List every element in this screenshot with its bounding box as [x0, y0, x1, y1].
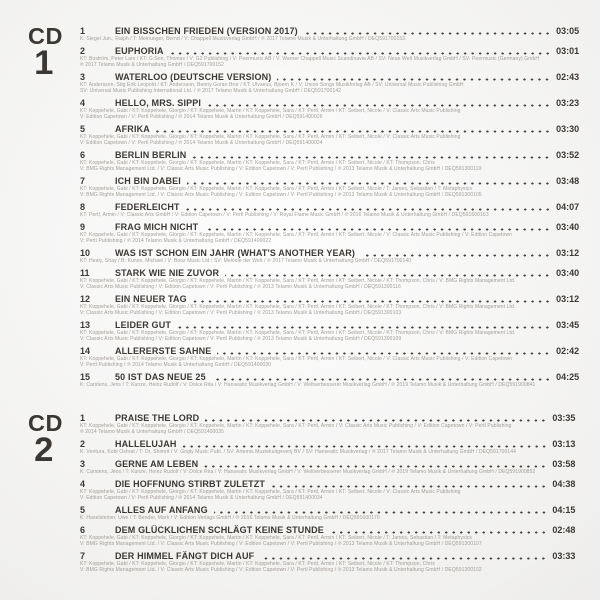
track-main	[115, 439, 575, 449]
credit-line: KT: Boström, Peter Lars / KT: G:Son, Thomas / V: G2 Publishing / V: Peermusic AB / V: Warner Chappell Music Scandinavia AB / SV: Neue Welt Musikverlag GmbH / SV: Peermusic (Germany) GmbH	[80, 56, 540, 62]
track-credits	[80, 212, 579, 218]
dot-leader	[183, 445, 548, 448]
credit-line: KT: Pertl, Armin / V: Classic Arts GmbH / V: Edition Capetown / V: Pertl Publishing / V: Royal Flame Music GmbH / ℗ 2016 Telamo Musik & Unterhaltung GmbH / DEQ591600163	[80, 212, 489, 218]
dot-leader	[177, 326, 551, 329]
track-row	[80, 479, 575, 501]
track-title-row	[80, 459, 575, 469]
track-title: 50 IST DAS NEUE 25	[115, 372, 206, 382]
credit-line: KT: Koppehele, Gabi / KT: Koppehele, Giorgio / KT: Koppehele, Martin / KT: Koppehele, Sara / KT: Pertl, Armin / KT: Seibert, Nicole / KT: Thompson, Chris / V: BMG Rights Management Ltd.	[80, 330, 516, 336]
track-row	[80, 46, 579, 68]
credit-line: KT: Koppehele, Gabi / KT: Koppehele, Giorgio / KT: Koppehele, Martin / KT: Koppehele, Sara / KT: Pertl, Armin / KT: Seibert, Nicole / T: James, Sebastian / T: Metaphysics	[80, 186, 473, 192]
track-number: 9	[80, 222, 86, 232]
track-title-row	[80, 320, 579, 330]
track-main	[115, 372, 579, 382]
credit-line: KT: Koppehele, Gabi / KT: Koppehele, Giorgio / KT: Koppehele, Martin / KT: Koppehele, Sara / KT: Pertl, Armin / KT: Seibert, Nicole / V: Classic Arts Music Publishing	[80, 108, 461, 114]
track-credits	[80, 232, 579, 244]
track-row	[80, 268, 579, 290]
track-number: 7	[80, 176, 86, 186]
track-duration: 04:25	[556, 372, 580, 382]
track-title-row	[80, 72, 579, 82]
track-row	[80, 294, 579, 316]
track-number: 3	[80, 72, 86, 82]
track-duration: 03:12	[556, 248, 580, 258]
track-credits	[80, 515, 575, 521]
dot-leader	[186, 208, 551, 211]
track-credits	[80, 36, 579, 42]
credit-line: KT: Koppehele, Gabi / KT: Koppehele, Giorgio / KT: Koppehele, Martin / KT: Koppehele, Sara / KT: Pertl, Armin / KT: Seibert, Nicole / KT: Thompson, Chris	[80, 160, 435, 166]
dot-leader	[271, 485, 547, 488]
track-main	[115, 150, 579, 160]
credit-line: KT: Healy, Shay / B: Kunze, Michael / V: Booz Music Ltd / SV: Melodie der Welt / ℗ 2017 Telamo Musik & Unterhaltung GmbH / DEQ591700140	[80, 258, 412, 264]
track-credits	[80, 186, 579, 198]
track-list	[80, 412, 575, 577]
track-number: 4	[80, 98, 86, 108]
track-row	[80, 72, 579, 94]
track-number: 6	[80, 150, 86, 160]
track-main	[115, 248, 579, 258]
track-main	[115, 46, 579, 56]
track-credits	[80, 469, 575, 475]
track-duration: 03:05	[556, 26, 580, 36]
track-main	[115, 26, 579, 36]
track-main	[115, 176, 579, 186]
track-number: 14	[80, 346, 91, 356]
credit-line: KT: Koppehele, Gabi / KT: Koppehele, Giorgio / KT: Koppehele, Martin / KT: Koppehele, Sara / KT: Pertl, Armin / KT: Seibert, Nicole / V: Classic Arts Music Publishing / V: Edition Capetown	[80, 356, 512, 362]
credit-line: KT: Koppehele, Gabi / KT: Koppehele, Giorgio / KT: Koppehele, Martin / KT: Koppehele, Sara / KT: Pertl, Armin / KT: Seibert, Nicole / KT: Thompson, Chris	[80, 561, 435, 567]
track-row	[80, 525, 575, 547]
credit-line: KT: Andersson, Stig Erik Leopold / KT: Andersson, Benny Goran Bror / KT: Ulvaeus, Bjoern K / V: Union Songs Musikforlag AB / SV: Universal Music Publishing GmbH	[80, 82, 464, 88]
track-duration: 03:33	[552, 551, 576, 561]
track-main	[115, 202, 579, 212]
track-credits	[80, 489, 575, 501]
track-duration: 02:43	[556, 72, 580, 82]
track-title: EIN NEUER TAG	[115, 294, 187, 304]
credit-line: V: Classic Arts Music Publishing / V: Edition Capetown / V: Pertl Publishing / ℗ 2013 Telamo Musik & Unterhaltung GmbH / DEQ591300116	[80, 284, 401, 290]
credit-line: V: BMG Rights Management Ltd. / V: Classic Arts Music Publishing / V: Edition Capetown / V: Pertl Publishing / ℗ 2013 Telamo Musik & Unterhaltung GmbH / DEQ591300102	[80, 567, 482, 573]
dot-leader	[193, 300, 551, 303]
credit-line: V: BMG Rights Management Ltd. / V: Classic Arts Music Publishing / V: Edition Capetown / V: Pertl Publishing / ℗ 2013 Telamo Musik & Unterhaltung GmbH / DEQ591300105	[80, 192, 482, 198]
track-duration: 03:45	[556, 320, 580, 330]
track-title-row	[80, 439, 575, 449]
credit-line: V: Classic Arts Music Publishing / V: Edition Capetown / V: Pertl Publishing / ℗ 2013 Telamo Musik & Unterhaltung GmbH / DEQ591300109	[80, 336, 402, 342]
credit-line: K: Carstens, Jens / T: Kunze, Heinz Rudolf / V: Dolce Rita / V: Hanseatic Musikverlag GmbH / V: Weltverbesserer Musikverlag GmbH / ℗ 2019 Telamo Musik & Unterhaltung GmbH / DEQ591900852	[80, 469, 536, 475]
dot-leader	[207, 104, 551, 107]
credit-line: V: Classic Arts Music Publishing / V: Edition Capetown / V: Pertl Publishing / ℗ 2013 Telamo Musik & Unterhaltung GmbH / DEQ591300103	[80, 310, 402, 316]
track-title-row	[80, 294, 579, 304]
credit-line: V: Pertl Publishing / ℗ 2014 Telamo Musik & Unterhaltung GmbH / DEQ591400022	[80, 238, 272, 244]
track-title-row	[80, 46, 579, 56]
track-duration: 03:52	[556, 150, 580, 160]
track-duration: 04:38	[552, 479, 576, 489]
track-title: HALLELUJAH	[115, 439, 177, 449]
credit-line: KT: Koppehele, Gabi / KT: Koppehele, Giorgio / KT: Koppehele, Martin / KT: Koppehele, Sara / KT: Pertl, Armin / V: Classic Arts Music Publishing / V: Edition Capetown / V: Pertl Publishing	[80, 423, 512, 429]
track-duration: 03:12	[556, 294, 580, 304]
track-row	[80, 551, 575, 573]
disc-label-number: 1	[34, 44, 54, 82]
track-main	[115, 222, 579, 232]
track-number: 7	[80, 551, 86, 561]
credit-line: KT: Koppehele, Gabi / KT: Koppehele, Giorgio / KT: Koppehele, Martin / KT: Koppehele, Sara / KT: Pertl, Armin / KT: Seibert, Nicole / KT: Thompson, Chris / V: BMG Rights Management Ltd.	[80, 304, 516, 310]
dot-leader	[170, 52, 551, 55]
credit-line: ℗ 2014 Telamo Musik & Unterhaltung GmbH / DEQ591400035	[80, 429, 225, 435]
track-credits	[80, 304, 579, 316]
track-duration: 03:40	[556, 268, 580, 278]
track-credits	[80, 160, 579, 172]
track-row	[80, 372, 579, 388]
track-row	[80, 222, 579, 244]
disc-section	[28, 23, 580, 392]
disc-label-cd: CD	[28, 410, 63, 436]
credit-line: V: Edition Capetown / V: Pertl Publishing / ℗ 2014 Telamo Musik & Unterhaltung GmbH / DEQ591400034	[80, 495, 323, 501]
track-title: DIE HOFFNUNG STIRBT ZULETZT	[115, 479, 266, 489]
track-main	[115, 320, 579, 330]
track-main	[115, 459, 575, 469]
track-number: 3	[80, 459, 86, 469]
disc-label	[28, 25, 81, 392]
track-main	[115, 346, 579, 356]
track-row	[80, 150, 579, 172]
dot-leader	[156, 130, 551, 133]
track-title: HELLO, MRS. SIPPI	[115, 98, 202, 108]
track-credits	[80, 108, 579, 120]
credit-line: K: Ventura, Kobi Oshrat / T: Or, Shimrit / V: Gogly Music Publ. / SV: Artemis Muziekuitgeverij BV / SV: Hanseatic Musikverlag / ℗ 2017 Telamo Musik & Unterhaltung GmbH / DEQ591700144	[80, 449, 517, 455]
track-main	[115, 479, 575, 489]
track-title: ALLERERSTE SAHNE	[115, 346, 212, 356]
credit-line: V: BMG Rights Management Ltd. / V: Classic Arts Music Publishing / V: Edition Capetown / V: Pertl Publishing / ℗ 2013 Telamo Musik & Unterhaltung GmbH / DEQ591300110	[80, 166, 482, 172]
track-duration: 03:58	[552, 459, 576, 469]
track-title: DER HIMMEL FÄNGT DICH AUF	[115, 551, 255, 561]
track-number: 4	[80, 479, 86, 489]
track-duration: 03:40	[556, 222, 580, 232]
track-row	[80, 505, 575, 521]
track-list	[80, 25, 579, 392]
dot-leader	[330, 531, 547, 534]
disc-label	[28, 412, 81, 577]
track-number: 11	[80, 268, 90, 278]
track-title: BERLIN BERLIN	[115, 150, 187, 160]
track-number: 2	[80, 439, 86, 449]
track-number: 12	[80, 294, 91, 304]
track-title: LEIDER GUT	[115, 320, 172, 330]
track-title: FRAG MICH NICHT	[115, 222, 199, 232]
dot-leader	[205, 419, 547, 422]
track-number: 6	[80, 525, 86, 535]
track-credits	[80, 561, 575, 573]
track-title: GERNE AM LEBEN	[115, 459, 199, 469]
track-title-row	[80, 176, 579, 186]
track-title: ALLES AUF ANFANG	[115, 505, 208, 515]
track-number: 5	[80, 124, 86, 134]
track-credits	[80, 134, 579, 146]
track-row	[80, 248, 579, 264]
track-credits	[80, 356, 579, 368]
credit-line: KT: Koppehele, Gabi / KT: Koppehele, Giorgio / KT: Koppehele, Martin / KT: Koppehele, Sara / KT: Pertl, Armin / KT: Seibert, Nicole / KT: Thompson, Chris / V: BMG Rights Management Ltd.	[80, 278, 516, 284]
track-main	[115, 268, 579, 278]
track-main	[115, 294, 579, 304]
credit-line: V: Edition Capetown / V: Pertl Publishing / ℗ 2014 Telamo Musik & Unterhaltung GmbH / DEQ591400024	[80, 140, 323, 146]
dot-leader	[212, 378, 551, 381]
track-duration: 02:48	[552, 525, 576, 535]
track-title-row	[80, 346, 579, 356]
track-number: 8	[80, 202, 86, 212]
dot-leader	[192, 156, 551, 159]
credit-line: KT: Koppehele, Gabi / KT: Koppehele, Giorgio / KT: Koppehele, Martin / KT: Koppehele, Sara / KT: Pertl, Armin / KT: Seibert, Nicole / T: James, Sebastian / T: Metaphysics	[80, 535, 473, 541]
track-title: DEM GLÜCKLICHEN SCHLÄGT KEINE STUNDE	[115, 525, 324, 535]
disc-section	[28, 410, 576, 577]
track-duration: 03:23	[556, 98, 580, 108]
track-credits	[80, 449, 575, 455]
track-title-row	[80, 372, 579, 382]
track-row	[80, 346, 579, 368]
track-duration: 03:35	[552, 413, 576, 423]
track-title-row	[80, 98, 579, 108]
track-row	[80, 26, 579, 42]
track-number: 1	[80, 413, 86, 423]
dot-leader	[217, 352, 551, 355]
track-main	[115, 505, 575, 515]
track-title-row	[80, 413, 575, 423]
dot-leader	[204, 465, 547, 468]
track-number: 1	[80, 26, 86, 36]
track-duration: 03:13	[552, 439, 576, 449]
dot-leader	[277, 78, 551, 81]
track-credits	[80, 82, 579, 94]
track-duration: 02:42	[556, 346, 580, 356]
track-title-row	[80, 479, 575, 489]
track-credits	[80, 423, 575, 435]
credit-line: ℗ 2017 Telamo Musik & Unterhaltung GmbH / DEQ591700152	[80, 62, 225, 68]
dot-leader	[260, 557, 547, 560]
track-duration: 04:07	[556, 202, 580, 212]
track-title: WATERLOO (DEUTSCHE VERSION)	[115, 72, 272, 82]
track-number: 10	[80, 248, 91, 258]
credit-line: KT: Koppehele, Gabi / KT: Koppehele, Giorgio / KT: Koppehele, Martin / KT: Koppehele, Sara / KT: Pertl, Armin / KT: Seibert, Nicole / V: Classic Arts Music Publishing	[80, 134, 461, 140]
track-row	[80, 124, 579, 146]
track-title-row	[80, 202, 579, 212]
track-title-row	[80, 551, 575, 561]
track-number: 2	[80, 46, 86, 56]
track-main	[115, 413, 575, 423]
track-credits	[80, 535, 575, 547]
credit-line: KT: Koppehele, Gabi / KT: Koppehele, Giorgio / KT: Koppehele, Martin / KT: Koppehele, Sara / KT: Pertl, Armin / KT: Seibert, Nicole / V: Classic Arts Music Publishing / V: Edition Capetown	[80, 232, 512, 238]
credit-line: K: Carstens, Jens / T: Kunze, Heinz Rudolf / V: Dolce Rita / V: Hanseatic Musikverlag GmbH / V: Weltverbesserer Musikverlag GmbH / ℗ 2019 Telamo Musik & Unterhaltung GmbH / DEQ591900841	[80, 382, 536, 388]
track-row	[80, 320, 579, 342]
track-main	[115, 124, 579, 134]
dot-leader	[361, 254, 551, 257]
disc-label-number: 2	[34, 431, 54, 469]
track-title-row	[80, 525, 575, 535]
track-title: EUPHORIA	[115, 46, 164, 56]
track-credits	[80, 56, 579, 68]
track-title: PRAISE THE LORD	[115, 413, 200, 423]
track-title: ICH BIN DABEI	[115, 176, 181, 186]
track-row	[80, 176, 579, 198]
dot-leader	[225, 274, 551, 277]
credit-line: SV: Universal Music Publishing International Ltd. / ℗ 2017 Telamo Musik & Unterhaltung GmbH / DEQ591700142	[80, 88, 342, 94]
track-row	[80, 413, 575, 435]
track-main	[115, 525, 575, 535]
track-row	[80, 202, 579, 218]
track-row	[80, 98, 579, 120]
dot-leader	[204, 228, 551, 231]
credit-line: K: Haselsteiner, Uwe / T: Bender, Mark / V: Edition Verlags GmbH / ℗ 2016 Telamo Musik & Unterhaltung GmbH / DEQ591600170	[80, 515, 380, 521]
track-row	[80, 459, 575, 475]
track-main	[115, 72, 579, 82]
credit-line: V: BMG Rights Management Ltd. / V: Classic Arts Music Publishing / V: Edition Capetown / V: Pertl Publishing / ℗ 2013 Telamo Musik & Unterhaltung GmbH / DEQ591300107	[80, 541, 482, 547]
track-title: WAS IST SCHON EIN JAHR (WHAT'S ANOTHER YEAR)	[115, 248, 356, 258]
track-duration: 03:48	[556, 176, 580, 186]
track-row	[80, 439, 575, 455]
track-title: STARK WIE NIE ZUVOR	[115, 268, 220, 278]
disc-label-cd: CD	[28, 23, 63, 49]
track-title-row	[80, 268, 579, 278]
dot-leader	[214, 511, 548, 514]
dot-leader	[187, 182, 551, 185]
credit-line: KT: Koppehele, Gabi / KT: Koppehele, Giorgio / KT: Koppehele, Martin / KT: Koppehele, Sara / KT: Pertl, Armin / KT: Seibert, Nicole / V: Classic Arts Music Publishing	[80, 489, 461, 495]
track-duration: 03:30	[556, 124, 580, 134]
track-title: FEDERLEICHT	[115, 202, 180, 212]
credit-line: V: Edition Capetown / V: Pertl Publishing / ℗ 2014 Telamo Musik & Unterhaltung GmbH / DEQ591400026	[80, 114, 323, 120]
track-main	[115, 551, 575, 561]
dot-leader	[304, 32, 551, 35]
track-title-row	[80, 26, 579, 36]
track-title-row	[80, 150, 579, 160]
track-credits	[80, 382, 579, 388]
credit-line: V: Pertl Publishing / ℗ 2014 Telamo Musik & Unterhaltung GmbH / DEQ591400030	[80, 362, 272, 368]
track-number: 5	[80, 505, 86, 515]
track-number: 13	[80, 320, 91, 330]
track-credits	[80, 258, 579, 264]
track-duration: 03:01	[556, 46, 580, 56]
track-main	[115, 98, 579, 108]
credit-line: K: Siegel Jun., Ralph / T: Meinunger, Bernd / V: Chappell Musikverlag GmbH / ℗ 2017 Telamo Musik & Unterhaltung GmbH / DEQ591700153	[80, 36, 406, 42]
track-title-row	[80, 505, 575, 515]
track-credits	[80, 278, 579, 290]
track-title: EIN BISSCHEN FRIEDEN (VERSION 2017)	[115, 26, 298, 36]
track-title-row	[80, 248, 579, 258]
track-title: AFRIKA	[115, 124, 150, 134]
track-number: 15	[80, 372, 91, 382]
track-duration: 04:15	[552, 505, 576, 515]
track-title-row	[80, 222, 579, 232]
track-credits	[80, 330, 579, 342]
track-title-row	[80, 124, 579, 134]
